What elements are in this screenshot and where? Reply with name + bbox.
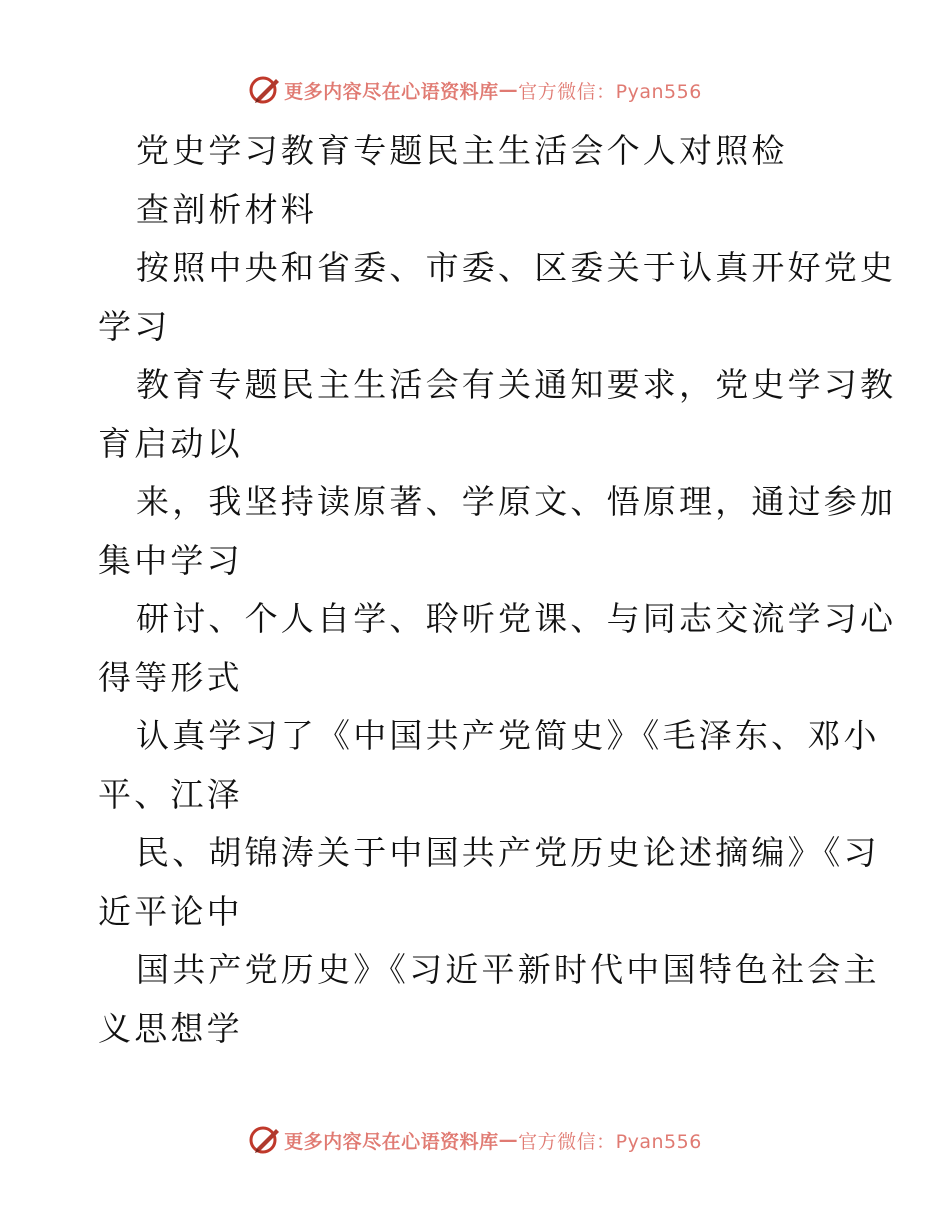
text-line: 义思想学	[98, 1008, 243, 1048]
quill-logo-icon	[248, 1123, 282, 1157]
watermark-dash: —	[498, 79, 519, 101]
document-body	[98, 122, 897, 1058]
footer-watermark	[0, 1120, 950, 1160]
text-line: 集中学习	[98, 540, 243, 580]
text-line: 近平论中	[98, 891, 243, 931]
watermark-text: 更多内容尽在心语资料库	[284, 80, 499, 103]
watermark-wechat: 官方微信：Pyan556	[518, 80, 702, 103]
text-line: 育启动以	[98, 423, 243, 463]
text-line: 查剖析材料	[136, 189, 317, 229]
header-watermark	[0, 70, 950, 110]
text-line: 国共产党历史》《习近平新时代中国特色社会主	[136, 950, 880, 989]
text-line: 来，我坚持读原著、学原文、悟原理，通过参加	[136, 482, 897, 521]
text-line: 学习	[98, 306, 171, 346]
watermark-dash: —	[498, 1129, 519, 1151]
text-line: 研讨、个人自学、聆听党课、与同志交流学习心	[136, 599, 897, 638]
text-line: 民、胡锦涛关于中国共产党历史论述摘编》《习	[136, 833, 880, 872]
watermark-text: 更多内容尽在心语资料库	[284, 1130, 499, 1153]
text-line: 得等形式	[98, 657, 243, 697]
watermark-wechat: 官方微信：Pyan556	[518, 1130, 702, 1153]
text-line: 按照中央和省委、市委、区委关于认真开好党史	[136, 248, 897, 287]
quill-logo-icon	[248, 73, 282, 107]
text-line: 认真学习了《中国共产党简史》《毛泽东、邓小	[136, 716, 880, 755]
text-line: 党史学习教育专题民主生活会个人对照检	[136, 131, 788, 170]
text-line: 平、江泽	[98, 774, 243, 814]
text-line: 教育专题民主生活会有关通知要求，党史学习教	[136, 365, 897, 404]
